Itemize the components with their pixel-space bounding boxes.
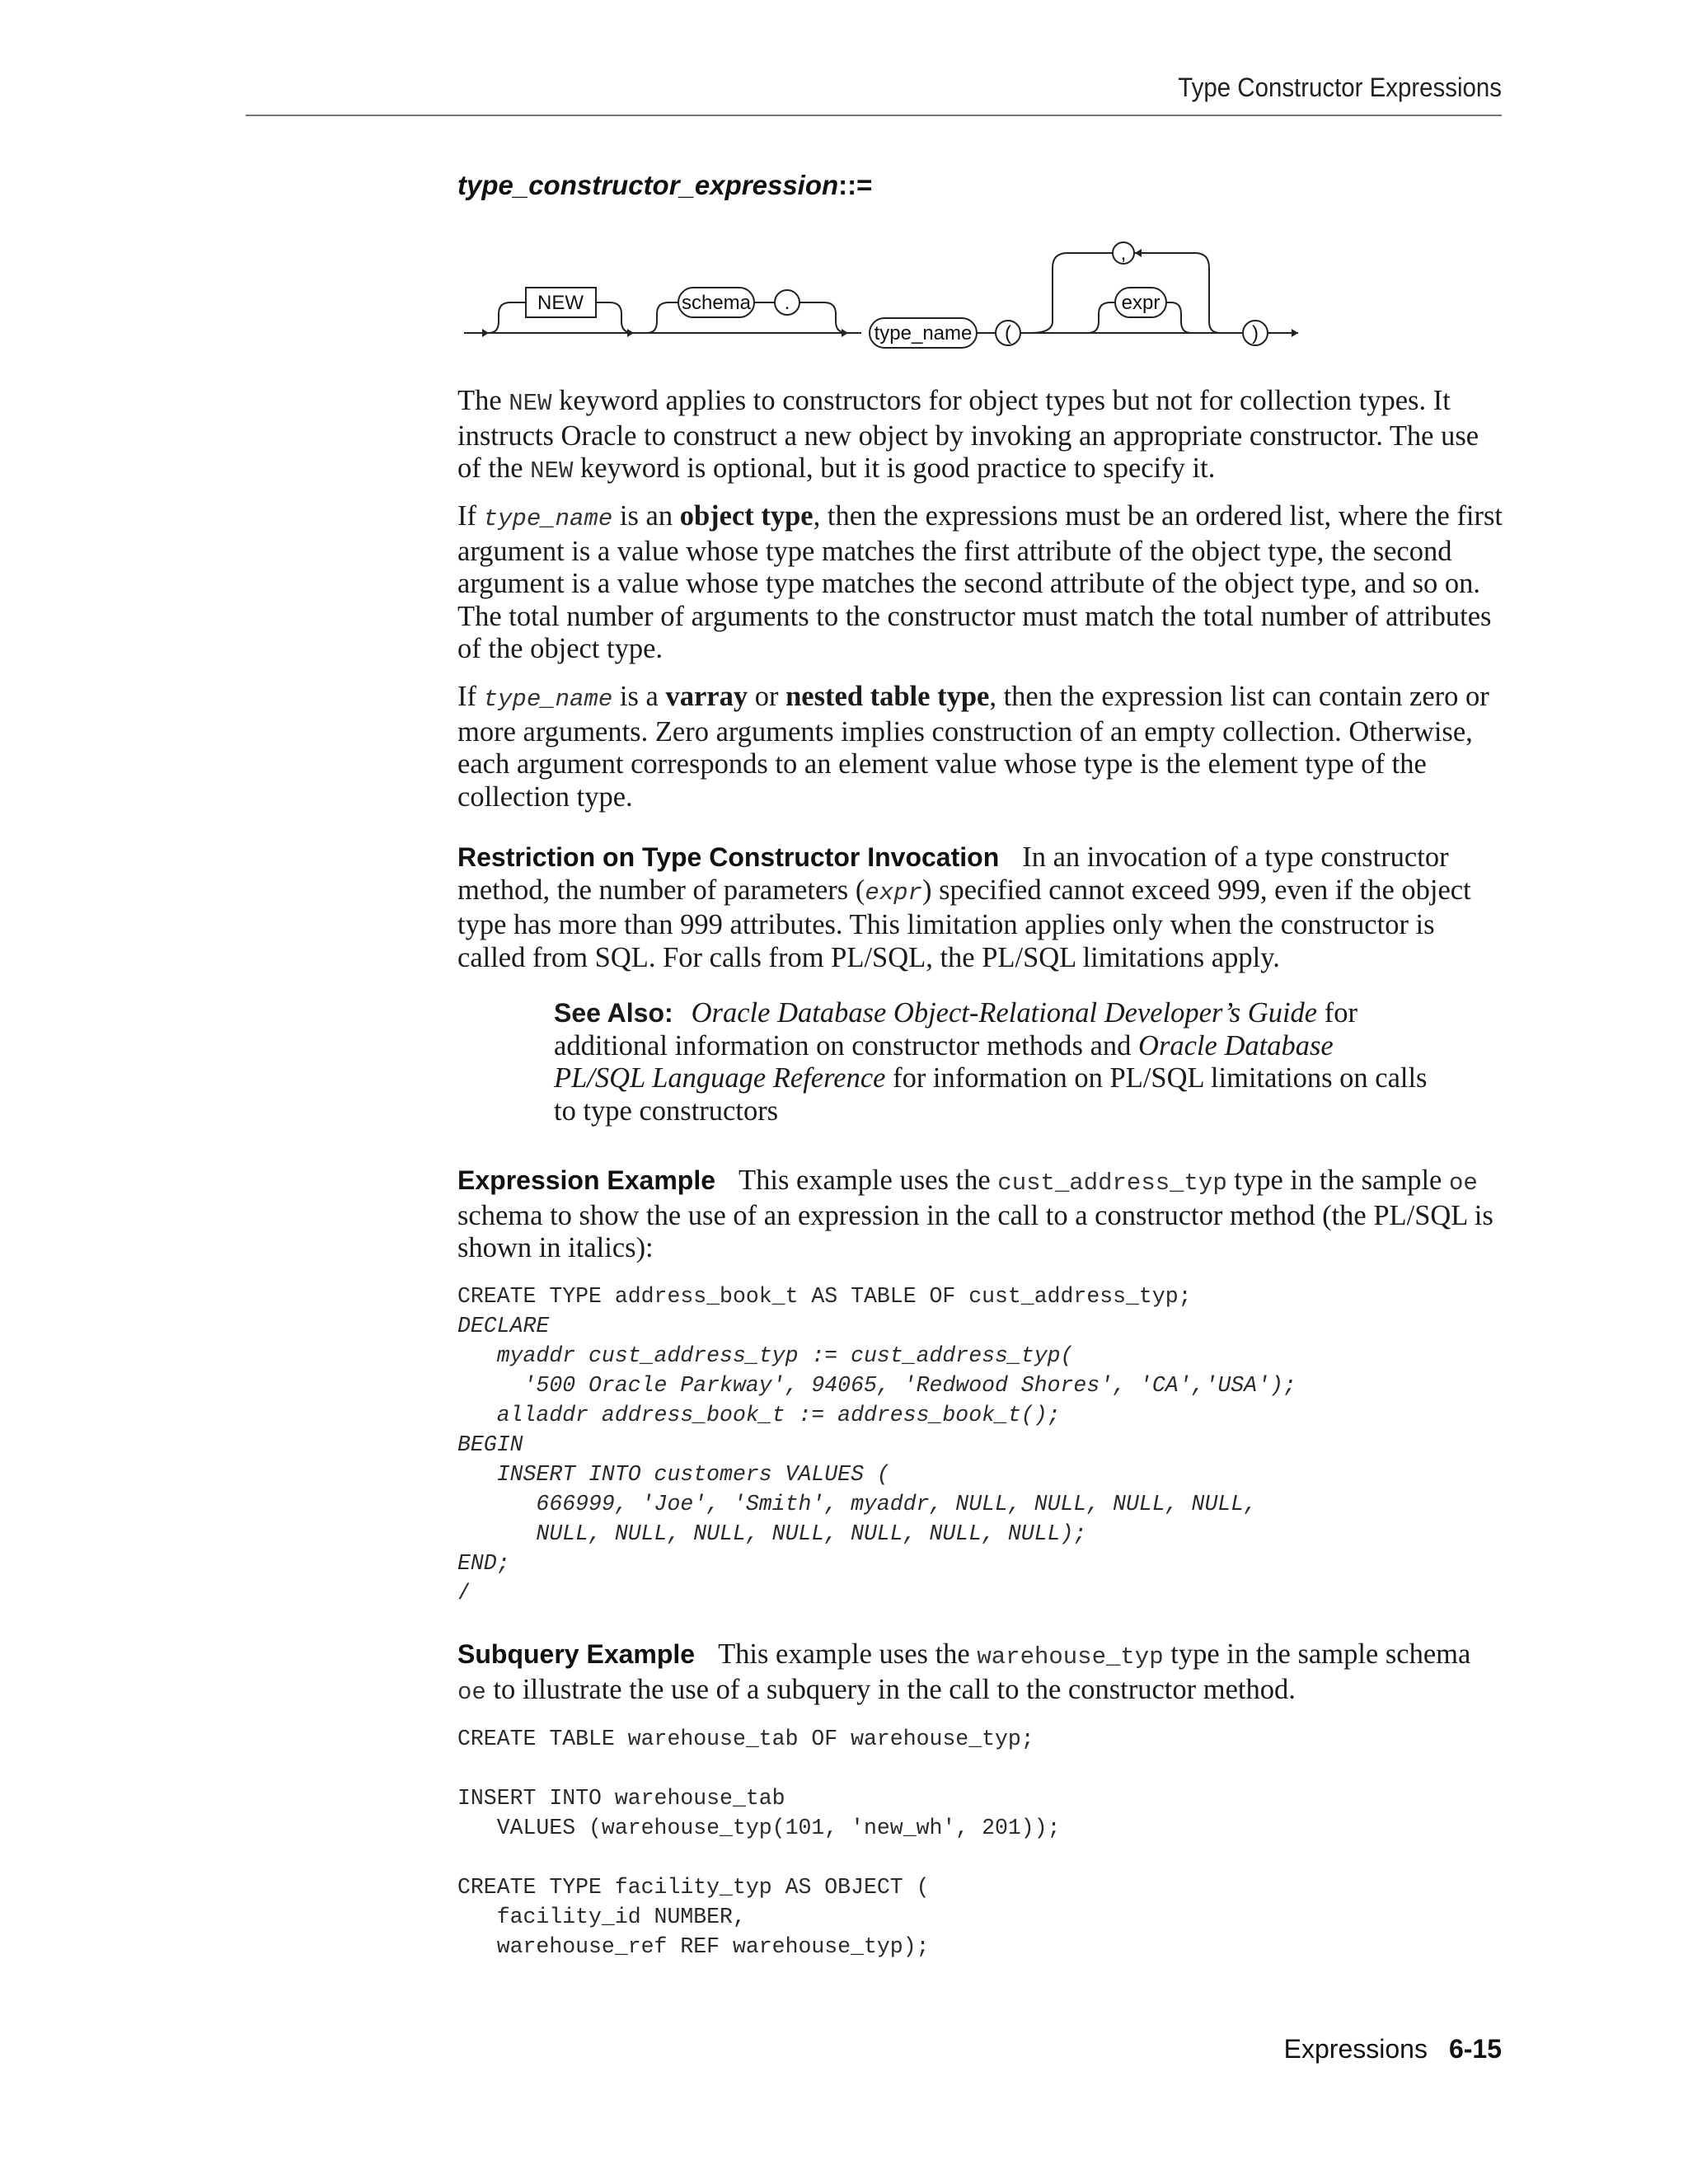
see-also-note: See Also: Oracle Database Object-Relational Developer’s Guide for additional information on constructor methods and Oracle Database PL/SQL Language Reference for information on PL/SQL limitations on calls to type constructors	[554, 997, 1428, 1127]
kw-type-name: type_name	[874, 322, 973, 344]
code-line: /	[457, 1581, 471, 1605]
code-line: INSERT INTO customers VALUES (	[457, 1462, 890, 1487]
railroad-diagram	[457, 227, 1306, 367]
see-also-label: See Also:	[554, 998, 673, 1028]
code-block-expression-example	[457, 1282, 1296, 1608]
code-line: END;	[457, 1551, 510, 1576]
code-line: VALUES (warehouse_typ(101, 'new_wh', 201));	[457, 1816, 1061, 1840]
code-line: CREATE TYPE facility_typ AS OBJECT (	[457, 1875, 930, 1900]
code-line: warehouse_ref REF warehouse_typ);	[457, 1934, 930, 1959]
syntax-suffix: ::=	[838, 170, 873, 200]
code-line: INSERT INTO warehouse_tab	[457, 1786, 785, 1811]
running-header: Type Constructor Expressions	[1178, 73, 1502, 102]
syntax-title	[457, 170, 872, 201]
code-line: alladdr address_book_t := address_book_t();	[457, 1403, 1061, 1427]
kw-new: NEW	[537, 292, 584, 314]
kw-dot: .	[784, 292, 790, 314]
paragraph-object-type: If type_name is an object type, then the expressions must be an ordered list, where the first argument is a value whose type matches the first attribute of the object type, the second argument is a value whose type matches the second attribute of the object type, and so on. The total number of arguments to the constructor must match the total number of attributes of the object type.	[457, 500, 1503, 664]
kw-expr: expr	[1121, 292, 1160, 314]
code-line: '500 Oracle Parkway', 94065, 'Redwood Shores', 'CA','USA');	[457, 1373, 1296, 1398]
syntax-name: type_constructor_expression	[457, 170, 839, 200]
expression-example-heading: Expression Example	[457, 1165, 716, 1195]
code-line: CREATE TABLE warehouse_tab OF warehouse_typ;	[457, 1727, 1034, 1751]
kw-comma: ,	[1120, 242, 1127, 265]
header-rule	[246, 115, 1502, 116]
paragraph-expression-example: Expression Example This example uses the cust_address_typ type in the sample oe schema to show the use of an expression in the call to a constructor method (the PL/SQL is shown in italics):	[457, 1165, 1493, 1263]
kw-lparen: (	[1005, 322, 1011, 344]
page-number: 6-15	[1448, 2034, 1502, 2064]
paragraph-new-keyword: The NEW keyword applies to constructors for object types but not for collection types. It instructs Oracle to construct a new object by invoking an appropriate constructor. The use of the NEW keyword is optional, but it is good practice to specify it.	[457, 385, 1479, 485]
code-line: CREATE TYPE address_book_t AS TABLE OF cust_address_typ;	[457, 1284, 1192, 1309]
restriction-heading: Restriction on Type Constructor Invocation	[457, 842, 1000, 872]
kw-rparen: )	[1252, 322, 1259, 344]
paragraph-restriction: Restriction on Type Constructor Invocation In an invocation of a type constructor method, the number of parameters (expr) specified cannot exceed 999, even if the object type has more than 999 attributes. This limitation applies only when the constructor is called from SQL. For calls from PL/SQL, the PL/SQL limitations apply.	[457, 841, 1471, 973]
code-block-subquery-example	[457, 1724, 1061, 1961]
footer-section: Expressions	[1283, 2034, 1428, 2064]
subquery-example-heading: Subquery Example	[457, 1639, 696, 1669]
see-also-ref-plsql: Oracle Database PL/SQL Language Reference	[554, 1029, 1334, 1094]
kw-schema: schema	[681, 292, 752, 314]
code-line: facility_id NUMBER,	[457, 1905, 746, 1929]
code-line: BEGIN	[457, 1432, 523, 1457]
paragraph-collection-type: If type_name is a varray or nested table type, then the expression list can contain zero or more arguments. Zero arguments implies construction of an empty collection. Otherwise, each argument corresponds to an element value whose type is the element type of the collection type.	[457, 681, 1489, 813]
code-line: myaddr cust_address_typ := cust_address_typ(	[457, 1343, 1074, 1368]
page-footer	[1071, 2034, 1502, 2064]
code-line: DECLARE	[457, 1314, 550, 1338]
code-line: NULL, NULL, NULL, NULL, NULL, NULL, NULL);	[457, 1521, 1087, 1546]
code-line: 666999, 'Joe', 'Smith', myaddr, NULL, NULL, NULL, NULL,	[457, 1492, 1258, 1516]
paragraph-subquery-example: Subquery Example This example uses the warehouse_typ type in the sample schema oe to illustrate the use of a subquery in the call to the constructor method.	[457, 1638, 1471, 1706]
see-also-ref-object-relational: Oracle Database Object-Relational Developer’s Guide	[691, 997, 1318, 1029]
